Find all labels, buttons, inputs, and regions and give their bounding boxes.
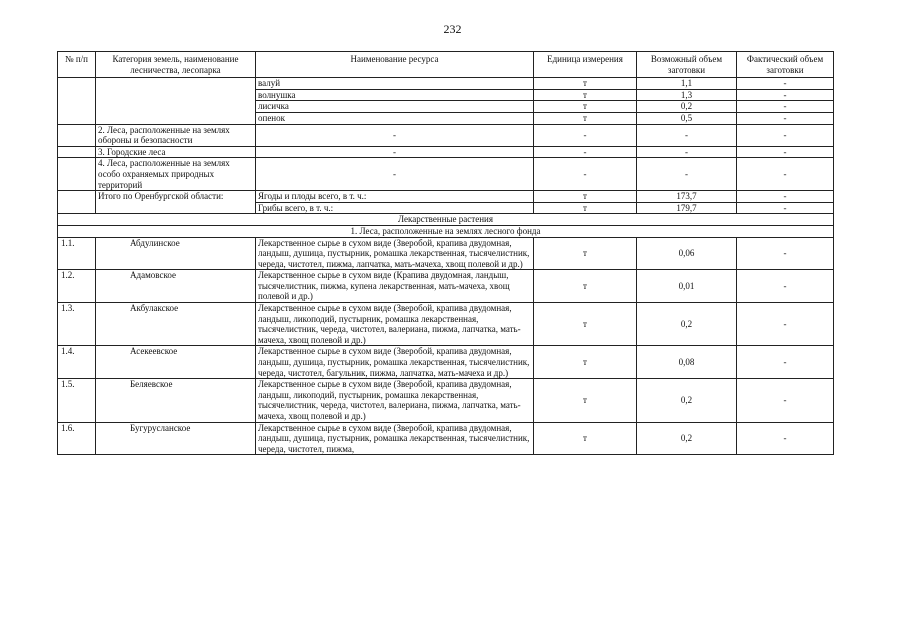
possible-cell: 179,7 xyxy=(637,202,737,214)
category-row xyxy=(58,124,834,146)
possible-cell: 173,7 xyxy=(637,191,737,203)
medicinal-row xyxy=(58,237,834,270)
forestry-name: Беляевское xyxy=(96,379,256,422)
unit-cell: т xyxy=(534,202,637,214)
resource-cell: Лекарственное сырье в сухом виде (Зверобой, крапива двудомная, ландыш, душица, пустырник, ромашка лекарственная, тысячелистник, череда, чистотел, пижма, лапчатка, мать-мачеха, хвощ полевой и др.) xyxy=(256,237,534,270)
actual-cell: - xyxy=(737,379,834,422)
forestry-name: Асекеевское xyxy=(96,346,256,379)
resource-cell: Лекарственное сырье в сухом виде (Зверобой, крапива двудомная, ландыш, ликоподий, пустырник, ромашка лекарственная, тысячелистник, череда, чистотел, валериана, пижма, лапчатка, мать-мачеха, хвощ полевой и др.) xyxy=(256,303,534,346)
actual-cell: - xyxy=(737,112,834,124)
header-num: № п/п xyxy=(58,52,96,78)
unit-cell: т xyxy=(534,237,637,270)
actual-cell: - xyxy=(737,191,834,203)
actual-cell: - xyxy=(737,124,834,146)
num-cell-empty xyxy=(58,78,96,124)
medicinal-row xyxy=(58,346,834,379)
forestry-name: Бугурусланское xyxy=(96,422,256,455)
resource-cell: - xyxy=(256,124,534,146)
possible-cell: 0,06 xyxy=(637,237,737,270)
unit-cell: т xyxy=(534,191,637,203)
actual-cell: - xyxy=(737,158,834,191)
unit-cell: т xyxy=(534,379,637,422)
possible-cell: 0,08 xyxy=(637,346,737,379)
header-row xyxy=(58,52,834,78)
unit-cell: - xyxy=(534,124,637,146)
num-cell: 1.6. xyxy=(58,422,96,455)
unit-cell: - xyxy=(534,158,637,191)
unit-cell: т xyxy=(534,112,637,124)
resource-cell: Лекарственное сырье в сухом виде (Зверобой, крапива двудомная, ландыш, ликоподий, пустырник, ромашка лекарственная, тысячелистник, череда, чистотел, валериана, пижма, лапчатка, мать-мачеха, хвощ полевой и др.) xyxy=(256,379,534,422)
num-cell-empty xyxy=(58,191,96,214)
medicinal-row xyxy=(58,270,834,303)
forestry-name: Акбулакское xyxy=(96,303,256,346)
category-row xyxy=(58,146,834,158)
resource-cell: лисичка xyxy=(256,101,534,113)
possible-cell: 0,2 xyxy=(637,379,737,422)
unit-cell: т xyxy=(534,101,637,113)
possible-cell: 0,01 xyxy=(637,270,737,303)
possible-cell: 0,2 xyxy=(637,422,737,455)
resource-cell: валуй xyxy=(256,78,534,90)
possible-cell: 0,2 xyxy=(637,303,737,346)
possible-cell: 1,1 xyxy=(637,78,737,90)
forestry-name: Абдулинское xyxy=(96,237,256,270)
unit-cell: т xyxy=(534,303,637,346)
unit-cell: - xyxy=(534,146,637,158)
medicinal-row xyxy=(58,303,834,346)
actual-cell: - xyxy=(737,202,834,214)
category-cell: 2. Леса, расположенные на землях обороны и безопасности xyxy=(96,124,256,146)
total-label: Итого по Оренбургской области: xyxy=(96,191,256,214)
possible-cell: 0,2 xyxy=(637,101,737,113)
actual-cell: - xyxy=(737,78,834,90)
category-cell: 4. Леса, расположенные на землях особо охраняемых природных территорий xyxy=(96,158,256,191)
header-resource: Наименование ресурса xyxy=(256,52,534,78)
unit-cell: т xyxy=(534,78,637,90)
num-cell: 1.2. xyxy=(58,270,96,303)
mushroom-row xyxy=(58,78,834,90)
total-row xyxy=(58,191,834,203)
unit-cell: т xyxy=(534,346,637,379)
possible-cell: - xyxy=(637,124,737,146)
possible-cell: 1,3 xyxy=(637,89,737,101)
actual-cell: - xyxy=(737,346,834,379)
actual-cell: - xyxy=(737,89,834,101)
section-row xyxy=(58,225,834,237)
medicinal-row xyxy=(58,422,834,455)
section-row xyxy=(58,214,834,226)
possible-cell: 0,5 xyxy=(637,112,737,124)
actual-cell: - xyxy=(737,146,834,158)
header-actual: Фактический объем заготовки xyxy=(737,52,834,78)
medicinal-row xyxy=(58,379,834,422)
num-cell: 1.5. xyxy=(58,379,96,422)
category-cell-empty xyxy=(96,78,256,124)
header-possible: Возможный объем заготовки xyxy=(637,52,737,78)
num-cell: 1.1. xyxy=(58,237,96,270)
page-number: 232 xyxy=(443,22,462,36)
header-category: Категория земель, наименование лесничества, лесопарка xyxy=(96,52,256,78)
actual-cell: - xyxy=(737,270,834,303)
resource-cell: Лекарственное сырье в сухом виде (Зверобой, крапива двудомная, ландыш, душица, пустырник, ромашка лекарственная, тысячелистник, череда, чистотел, пижма, xyxy=(256,422,534,455)
unit-cell: т xyxy=(534,89,637,101)
forestry-name: Адамовское xyxy=(96,270,256,303)
num-cell-empty xyxy=(58,124,96,146)
subsection-title: 1. Леса, расположенные на землях лесного фонда xyxy=(58,225,834,237)
actual-cell: - xyxy=(737,237,834,270)
header-unit: Единица измерения xyxy=(534,52,637,78)
section-title: Лекарственные растения xyxy=(58,214,834,226)
resource-table xyxy=(57,51,834,455)
unit-cell: т xyxy=(534,270,637,303)
actual-cell: - xyxy=(737,422,834,455)
resource-cell: - xyxy=(256,158,534,191)
possible-cell: - xyxy=(637,146,737,158)
category-cell: 3. Городские леса xyxy=(96,146,256,158)
resource-cell: Грибы всего, в т. ч.: xyxy=(256,202,534,214)
resource-cell: - xyxy=(256,146,534,158)
actual-cell: - xyxy=(737,303,834,346)
resource-cell: Ягоды и плоды всего, в т. ч.: xyxy=(256,191,534,203)
num-cell-empty xyxy=(58,158,96,191)
actual-cell: - xyxy=(737,101,834,113)
category-row xyxy=(58,158,834,191)
num-cell: 1.3. xyxy=(58,303,96,346)
num-cell-empty xyxy=(58,146,96,158)
num-cell: 1.4. xyxy=(58,346,96,379)
resource-cell: Лекарственное сырье в сухом виде (Крапива двудомная, ландыш, тысячелистник, пижма, купена лекарственная, мать-мачеха, хвощ полевой и др.) xyxy=(256,270,534,303)
resource-cell: волнушка xyxy=(256,89,534,101)
possible-cell: - xyxy=(637,158,737,191)
resource-cell: опенок xyxy=(256,112,534,124)
resource-cell: Лекарственное сырье в сухом виде (Зверобой, крапива двудомная, ландыш, душица, пустырник, ромашка лекарственная, тысячелистник, череда, чистотел, багульник, пижма, лапчатка, мать-мачеха и др.) xyxy=(256,346,534,379)
unit-cell: т xyxy=(534,422,637,455)
